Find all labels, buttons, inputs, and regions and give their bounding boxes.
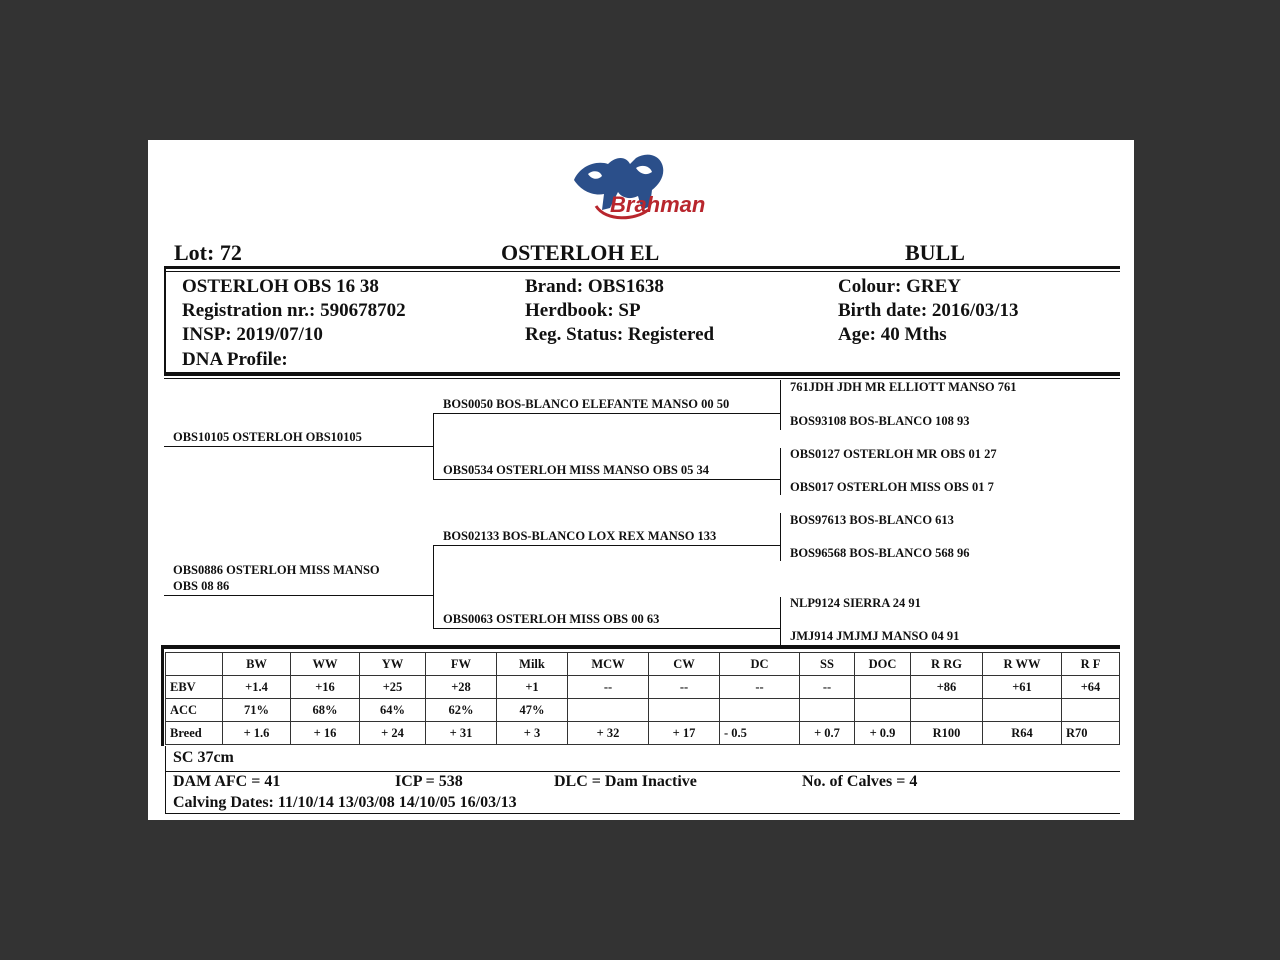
- table-cell: +28: [426, 676, 497, 699]
- icp: ICP = 538: [395, 773, 463, 790]
- registration-status: Reg. Status: Registered: [525, 324, 715, 345]
- header-rule: [164, 266, 1120, 269]
- info-left-border: [164, 266, 166, 376]
- table-header: DC: [720, 653, 800, 676]
- table-cell: +1.4: [223, 676, 291, 699]
- gp-line: [433, 413, 781, 414]
- pedigree-dam-line2: OBS 08 86: [173, 579, 230, 593]
- table-header: FW: [426, 653, 497, 676]
- pedigree-great-grandparent: 761JDH JDH MR ELLIOTT MANSO 761: [790, 380, 1017, 394]
- table-cell: + 17: [649, 722, 720, 745]
- footer-rule: [165, 771, 1120, 772]
- table-cell: [800, 699, 855, 722]
- brahman-logo: [566, 150, 716, 222]
- herdbook: Herdbook: SP: [525, 300, 641, 321]
- dlc: DLC = Dam Inactive: [554, 773, 697, 790]
- ggp-bracket: [780, 380, 781, 430]
- pedigree-grandparent: OBS0534 OSTERLOH MISS MANSO OBS 05 34: [443, 463, 710, 477]
- table-cell: + 16: [291, 722, 360, 745]
- table-top-rule: [161, 645, 1120, 649]
- table-header: BW: [223, 653, 291, 676]
- table-cell: + 31: [426, 722, 497, 745]
- table-row: [166, 722, 1120, 745]
- table-cell: [911, 699, 983, 722]
- table-row: [166, 699, 1120, 722]
- pedigree-grandparent: BOS02133 BOS-BLANCO LOX REX MANSO 133: [443, 529, 717, 543]
- table-cell: 64%: [360, 699, 426, 722]
- sire-bracket: [433, 413, 434, 479]
- footer-left-border: [165, 746, 166, 813]
- table-row: [166, 676, 1120, 699]
- table-cell: [983, 699, 1062, 722]
- table-cell: [720, 699, 800, 722]
- table-cell: R64: [983, 722, 1062, 745]
- pedigree-great-grandparent: NLP9124 SIERRA 24 91: [790, 596, 921, 610]
- dna-profile: DNA Profile:: [182, 349, 288, 370]
- table-cell: [1062, 699, 1120, 722]
- scrotal-circumference: SC 37cm: [173, 749, 234, 766]
- pedigree-great-grandparent: OBS0127 OSTERLOH MR OBS 01 27: [790, 447, 997, 461]
- table-cell: [649, 699, 720, 722]
- table-cell: + 32: [568, 722, 649, 745]
- info-rule-thin: [164, 378, 1120, 379]
- ggp-bracket: [780, 513, 781, 561]
- pedigree-great-grandparent: JMJ914 JMJMJ MANSO 04 91: [790, 629, 960, 643]
- table-cell: R70: [1062, 722, 1120, 745]
- inspection-date: INSP: 2019/07/10: [182, 324, 323, 345]
- table-cell: + 3: [497, 722, 568, 745]
- table-cell: + 24: [360, 722, 426, 745]
- table-cell: --: [568, 676, 649, 699]
- table-cell: +86: [911, 676, 983, 699]
- ebv-header-row: [166, 653, 1120, 676]
- table-cell: 62%: [426, 699, 497, 722]
- table-cell: + 0.7: [800, 722, 855, 745]
- calving-dates: Calving Dates: 11/10/14 13/03/08 14/10/05 16/03/13: [173, 794, 517, 811]
- registration-number: Registration nr.: 590678702: [182, 300, 406, 321]
- gp-line: [433, 479, 781, 480]
- lot-number: Lot: 72: [174, 240, 242, 265]
- table-cell: R100: [911, 722, 983, 745]
- gp-line: [433, 545, 781, 546]
- table-cell: [568, 699, 649, 722]
- brahman-logo-text: Brahman: [610, 192, 706, 217]
- animal-sex: BULL: [905, 240, 965, 265]
- footer-bottom-rule: [165, 813, 1120, 814]
- table-cell: Breed: [166, 722, 223, 745]
- table-header: MCW: [568, 653, 649, 676]
- pedigree-great-grandparent: BOS93108 BOS-BLANCO 108 93: [790, 414, 970, 428]
- table-header: R WW: [983, 653, 1062, 676]
- pedigree-grandparent: BOS0050 BOS-BLANCO ELEFANTE MANSO 00 50: [443, 397, 730, 411]
- table-header: R F: [1062, 653, 1120, 676]
- table-cell: +64: [1062, 676, 1120, 699]
- table-cell: +25: [360, 676, 426, 699]
- pedigree-great-grandparent: OBS017 OSTERLOH MISS OBS 01 7: [790, 480, 994, 494]
- table-header: WW: [291, 653, 360, 676]
- brand: Brand: OBS1638: [525, 276, 664, 297]
- table-header: [166, 653, 223, 676]
- table-header: DOC: [855, 653, 911, 676]
- table-cell: --: [800, 676, 855, 699]
- colour: Colour: GREY: [838, 276, 961, 297]
- table-cell: EBV: [166, 676, 223, 699]
- table-cell: ACC: [166, 699, 223, 722]
- table-cell: + 1.6: [223, 722, 291, 745]
- table-header: CW: [649, 653, 720, 676]
- info-rule: [164, 372, 1120, 376]
- table-cell: + 0.9: [855, 722, 911, 745]
- pedigree-sire: OBS10105 OSTERLOH OBS10105: [173, 430, 362, 444]
- table-cell: 47%: [497, 699, 568, 722]
- ebv-table: [165, 652, 1120, 745]
- table-cell: --: [720, 676, 800, 699]
- pedigree-great-grandparent: BOS96568 BOS-BLANCO 568 96: [790, 546, 970, 560]
- table-header: R RG: [911, 653, 983, 676]
- table-cell: +61: [983, 676, 1062, 699]
- ggp-bracket: [780, 597, 781, 645]
- dam-line: [164, 595, 434, 596]
- table-cell: 71%: [223, 699, 291, 722]
- ggp-bracket: [780, 448, 781, 495]
- sire-line: [164, 446, 434, 447]
- table-header: Milk: [497, 653, 568, 676]
- pedigree-great-grandparent: BOS97613 BOS-BLANCO 613: [790, 513, 954, 527]
- gp-line: [433, 628, 781, 629]
- table-cell: [855, 699, 911, 722]
- sale-lot-card: [148, 140, 1134, 820]
- table-left-rule: [161, 645, 164, 746]
- table-header: YW: [360, 653, 426, 676]
- table-cell: +16: [291, 676, 360, 699]
- table-cell: 68%: [291, 699, 360, 722]
- pedigree-grandparent: OBS0063 OSTERLOH MISS OBS 00 63: [443, 612, 660, 626]
- dam-bracket: [433, 545, 434, 628]
- dam-afc: DAM AFC = 41: [173, 773, 281, 790]
- pedigree-dam: OBS0886 OSTERLOH MISS MANSO: [173, 563, 380, 577]
- table-cell: [855, 676, 911, 699]
- header-rule-thin: [164, 271, 1120, 272]
- table-cell: +1: [497, 676, 568, 699]
- number-of-calves: No. of Calves = 4: [802, 773, 918, 790]
- table-cell: - 0.5: [720, 722, 800, 745]
- birth-date: Birth date: 2016/03/13: [838, 300, 1019, 321]
- table-cell: --: [649, 676, 720, 699]
- age: Age: 40 Mths: [838, 324, 947, 345]
- animal-name: OSTERLOH OBS 16 38: [182, 276, 379, 297]
- animal-title: OSTERLOH EL: [501, 240, 660, 265]
- table-header: SS: [800, 653, 855, 676]
